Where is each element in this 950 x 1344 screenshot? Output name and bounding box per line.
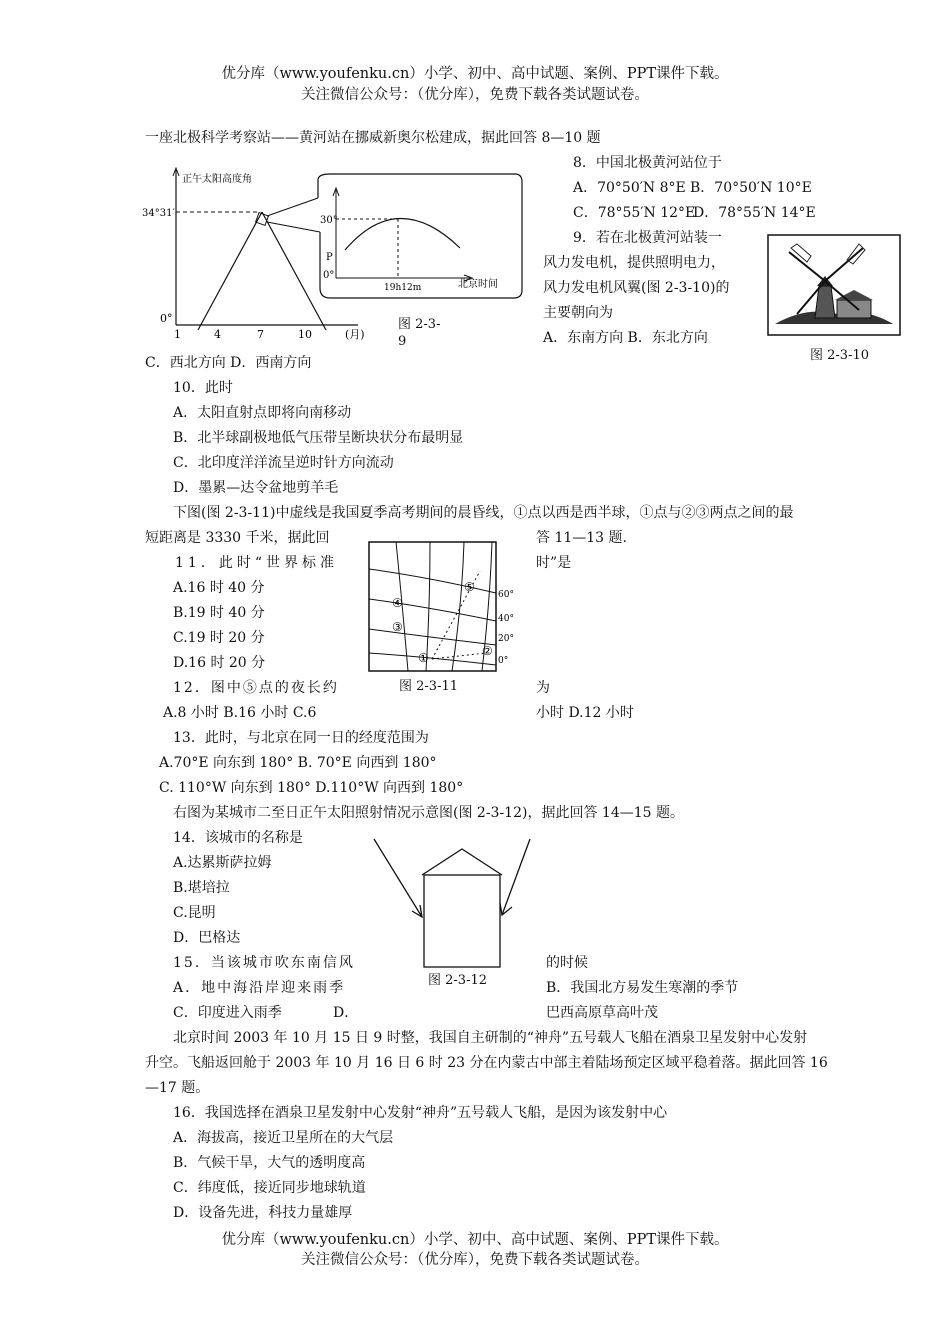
fig239-x-unit: (月): [345, 328, 365, 341]
fig239-xtick-10: 10: [298, 328, 312, 341]
q16-option-c: C．纬度低，接近同步地球轨道: [173, 1180, 366, 1196]
q12-options-b: 小时 D.12 小时: [536, 705, 634, 721]
fig239-caption-a: 图 2-3-: [398, 317, 441, 332]
fig2311-caption: 图 2-3-11: [399, 679, 459, 694]
page-header-line2: 关注微信公众号：（优分库），免费下载各类试题试卷。: [301, 87, 649, 103]
intro-11-13-line2a: 短距离是 3330 千米，据此回: [145, 530, 330, 546]
q15-option-c: C．印度进入雨季: [173, 1005, 282, 1021]
q11-option-d: D.16 时 20 分: [173, 655, 266, 671]
fig2311-lat-0: 0°: [498, 656, 509, 666]
q12-options-a: A.8 小时 B.16 小时 C.6: [163, 705, 317, 721]
fig2311-point-2: ②: [482, 644, 493, 658]
intro-11-13-line2b: 答 11—13 题.: [536, 530, 627, 546]
intro-14-15: 右图为某城市二至日正午太阳照射情况示意图(图 2-3-12)，据此回答 14—15 题。: [173, 805, 684, 821]
fig239-xtick-1: 1: [174, 328, 181, 341]
q8-option-d: D．78°55′N 14°E: [693, 205, 816, 221]
q15-option-d-b: 巴西高原草高叶茂: [546, 1005, 658, 1021]
fig2310-caption: 图 2-3-10: [810, 348, 870, 363]
page-header-line1: 优分库（www.youfenku.cn）小学、初中、高中试题、案例、PPT课件下载。: [221, 66, 729, 82]
q14-option-c: C.昆明: [173, 905, 216, 921]
fig239-xtick-7: 7: [257, 328, 264, 341]
fig239-xtick-4: 4: [214, 328, 221, 341]
q14-option-a: A.达累斯萨拉姆: [173, 855, 272, 871]
intro-11-13-line1: 下图(图 2-3-11)中虚线是我国夏季高考期间的晨昏线，①点以西是西半球，①点与②③两点之间的最: [173, 505, 794, 521]
q13-options-ab: A.70°E 向东到 180° B. 70°E 向西到 180°: [159, 755, 437, 771]
q9-options-cd: C．西北方向 D．西南方向: [145, 355, 312, 371]
q13-stem: 13．此时，与北京在同一日的经度范围为: [173, 730, 429, 746]
q9-options-ab: A．东南方向 B．东北方向: [543, 330, 708, 346]
fig239-inset-time: 19h12m: [384, 283, 422, 293]
q14-stem: 14．该城市的名称是: [173, 830, 303, 846]
fig239-ylabel: 正午太阳高度角: [182, 174, 252, 185]
intro-16-17-line3: —17 题。: [145, 1080, 210, 1096]
q11-option-b: B.19 时 40 分: [173, 605, 265, 621]
q16-option-b: B．气候干旱，大气的透明度高: [173, 1155, 366, 1171]
q12-stem-b: 为: [536, 680, 550, 696]
fig2311-lat-40: 40°: [498, 614, 514, 624]
fig2312-caption: 图 2-3-12: [428, 973, 488, 988]
q11-stem-a: 11．此时“世界标准: [175, 555, 338, 571]
q15-stem-a: 15．当该城市吹东南信风: [173, 955, 355, 971]
q11-stem-b: 时”是: [536, 555, 572, 571]
page-footer-line1: 优分库（www.youfenku.cn）小学、初中、高中试题、案例、PPT课件下载。: [221, 1232, 729, 1248]
q9-line2: 风力发电机，提供照明电力，: [543, 255, 725, 271]
fig2311-point-4: ④: [392, 596, 403, 610]
q10-option-b: B．北半球副极地低气压带呈断块状分布最明显: [173, 430, 464, 446]
q15-stem-b: 的时候: [546, 955, 588, 971]
q12-stem-a: 12．图中⑤点的夜长约: [173, 680, 339, 696]
fig239-y-zero: 0°: [160, 312, 173, 325]
page-footer-line2: 关注微信公众号：（优分库），免费下载各类试题试卷。: [301, 1252, 649, 1268]
q9-line4: 主要朝向为: [543, 305, 613, 321]
intro-16-17-line1: 北京时间 2003 年 10 月 15 日 9 时整，我国自主研制的“神舟”五号载人飞船在酒泉卫星发射中心发射: [173, 1030, 808, 1046]
q9-line1: 9．若在北极黄河站装一: [573, 230, 722, 246]
fig2311-point-1: ①: [418, 651, 429, 665]
q8-option-c: C．78°55′N 12°E: [573, 205, 696, 221]
fig239-inset-y-zero: 0°: [323, 270, 335, 281]
q15-option-b: B．我国北方易发生寒潮的季节: [546, 980, 739, 996]
figure-2-3-12: [368, 835, 548, 970]
intro-16-17-line2: 升空。飞船返回舱于 2003 年 10 月 16 日 6 时 23 分在内蒙古中部主着陆场预定区域平稳着落。据此回答 16: [145, 1055, 828, 1071]
q8-option-a: A．70°50′N 8°E: [573, 180, 686, 196]
q16-option-a: A．海拔高，接近卫星所在的大气层: [173, 1130, 394, 1146]
fig239-inset-xlabel: 北京时间: [458, 279, 498, 290]
fig239-inset-y-top: 30°: [320, 215, 338, 226]
fig2311-lat-60: 60°: [498, 590, 514, 600]
q15-option-a: A．地中海沿岸迎来雨季: [173, 980, 346, 996]
q10-option-d: D．墨累—达令盆地剪羊毛: [173, 480, 339, 496]
intro-questions-8-10: 一座北极科学考察站——黄河站在挪威新奥尔松建成，据此回答 8—10 题: [145, 130, 601, 146]
q15-option-d-a: D．: [333, 1005, 359, 1021]
q16-stem: 16．我国选择在酒泉卫星发射中心发射“神舟”五号载人飞船，是因为该发射中心: [173, 1105, 668, 1121]
fig239-caption-b: 9: [398, 334, 407, 349]
q14-option-d: D．巴格达: [173, 930, 241, 946]
figure-2-3-10: [767, 234, 901, 336]
figure-2-3-9: [140, 150, 535, 350]
fig2311-point-5: ⑤: [464, 580, 475, 594]
q11-option-c: C.19 时 20 分: [173, 630, 265, 646]
fig239-inset-p: P: [326, 252, 333, 263]
fig2311-point-3: ③: [392, 620, 403, 634]
q10-option-c: C．北印度洋洋流呈逆时针方向流动: [173, 455, 394, 471]
q14-option-b: B.堪培拉: [173, 880, 230, 896]
q10-stem: 10．此时: [173, 380, 233, 396]
q9-line3: 风力发电机风翼(图 2-3-10)的: [543, 280, 730, 296]
q8-stem: 8．中国北极黄河站位于: [573, 155, 722, 171]
q8-option-b: B．70°50′N 10°E: [690, 180, 812, 196]
q16-option-d: D．设备先进，科技力量雄厚: [173, 1205, 353, 1221]
fig239-y-top: 34°31′: [142, 208, 175, 219]
fig2311-lat-20: 20°: [498, 634, 514, 644]
q13-options-cd: C. 110°W 向东到 180° D.110°W 向西到 180°: [159, 780, 464, 796]
q10-option-a: A．太阳直射点即将向南移动: [173, 405, 352, 421]
figure-2-3-11: [368, 541, 518, 675]
q11-option-a: A.16 时 40 分: [173, 580, 265, 596]
